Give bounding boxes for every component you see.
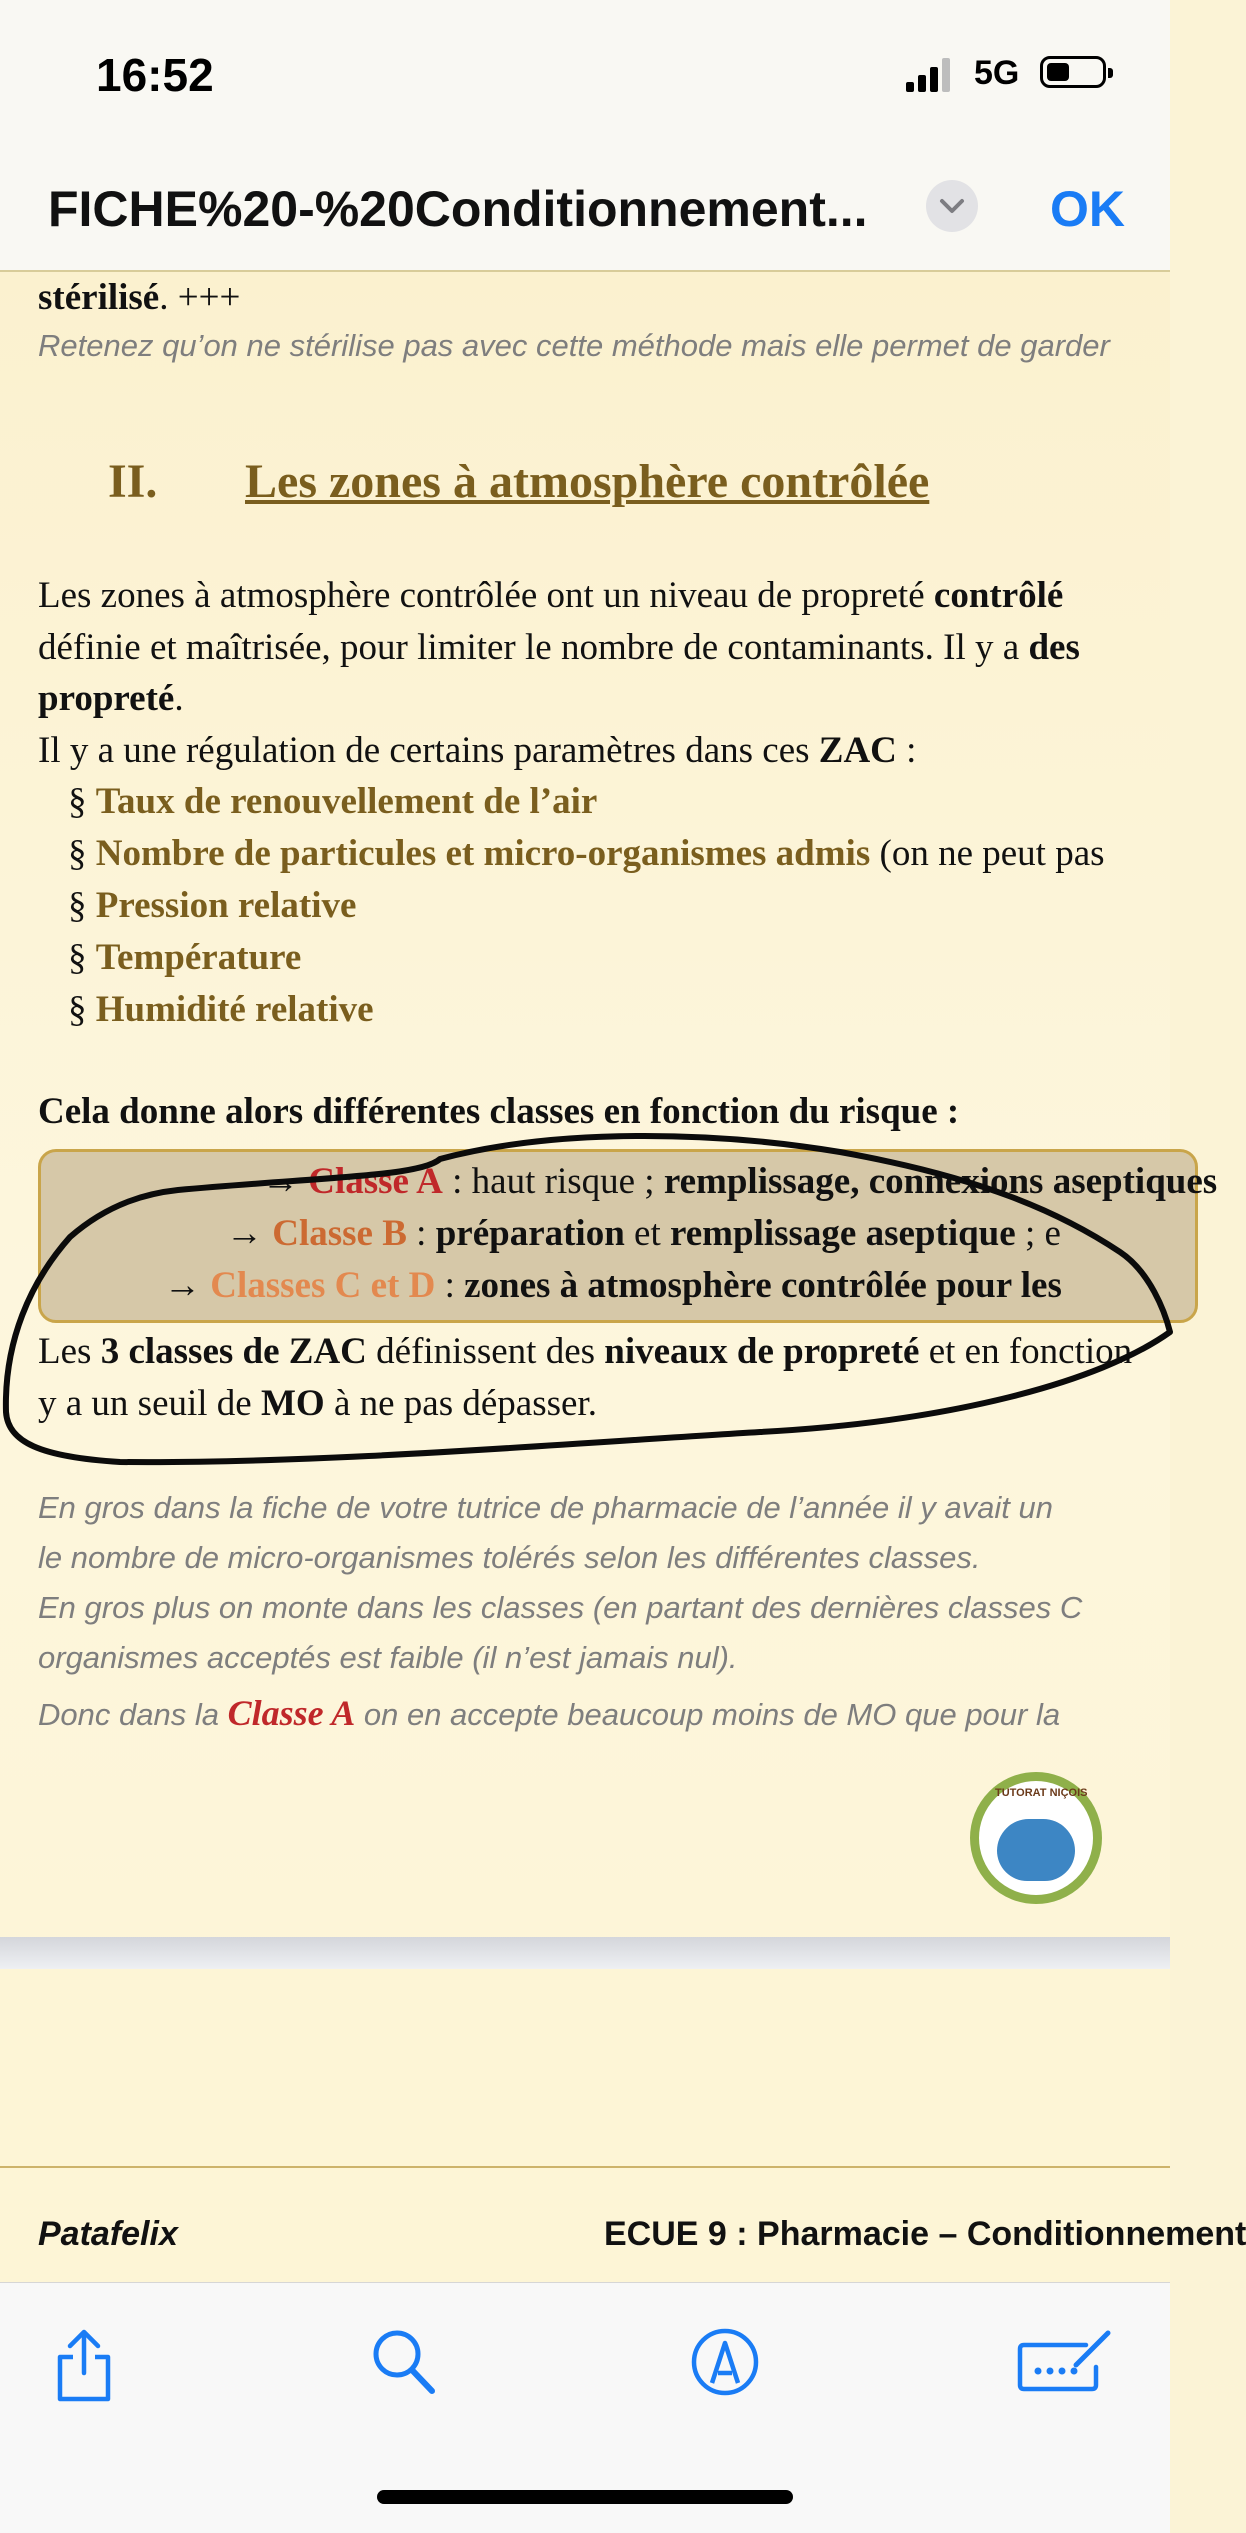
ok-button[interactable]: OK (1050, 181, 1125, 237)
page-gap (0, 1937, 1170, 1969)
battery-icon (1040, 56, 1106, 88)
bullet-item: § Pression relative (68, 885, 357, 926)
title-menu-button[interactable] (926, 180, 978, 232)
status-bar (0, 0, 1170, 150)
paragraph-line: définie et maîtrisée, pour limiter le nombre de contaminants. Il y a des (38, 627, 1080, 668)
bullet-item: § Taux de renouvellement de l’air (68, 781, 598, 822)
paragraph-line: Les 3 classes de ZAC définissent des niveaux de propreté et en fonction (38, 1331, 1133, 1372)
tutorat-logo: TUTORAT NIÇOIS (970, 1772, 1102, 1904)
edit-icon[interactable] (1016, 2327, 1114, 2397)
italic-note: En gros dans la fiche de votre tutrice de pharmacie de l’année il y avait un (38, 1490, 1053, 1525)
search-icon[interactable] (370, 2327, 436, 2397)
paragraph-line: Les zones à atmosphère contrôlée ont un niveau de propreté contrôlé (38, 575, 1064, 616)
text-line: stérilisé. +++ (38, 277, 241, 318)
class-b-line: → Classe B : préparation et remplissage aseptique ; e (226, 1213, 1061, 1254)
section-number: II. (108, 455, 158, 508)
network-type: 5G (974, 54, 1020, 92)
section-title: Les zones à atmosphère contrôlée (245, 455, 930, 508)
bullet-item: § Humidité relative (68, 989, 374, 1030)
footer-rule (0, 2166, 1170, 2168)
bullet-item: § Nombre de particules et micro-organismes admis (on ne peut pas (68, 833, 1105, 874)
markup-icon[interactable] (690, 2327, 760, 2397)
class-cd-line: → Classes C et D : zones à atmosphère contrôlée pour les (164, 1265, 1062, 1306)
italic-note: organismes acceptés est faible (il n’est jamais nul). (38, 1640, 738, 1675)
chevron-down-icon (939, 196, 965, 216)
document-nav-bar (0, 150, 1170, 272)
status-time: 16:52 (96, 49, 214, 101)
paragraph-line: propreté. (38, 678, 184, 719)
italic-note: Retenez qu’on ne stérilise pas avec cette méthode mais elle permet de garder (38, 328, 1110, 363)
class-a-line: → Classe A : haut risque ; remplissage, connexions aseptiques (262, 1161, 1218, 1202)
share-icon[interactable] (52, 2327, 116, 2403)
signal-icon (906, 58, 950, 92)
italic-note: En gros plus on monte dans les classes (en partant des dernières classes C (38, 1590, 1083, 1625)
paragraph-line: y a un seuil de MO à ne pas dépasser. (38, 1383, 597, 1424)
classes-heading: Cela donne alors différentes classes en fonction du risque : (38, 1091, 960, 1132)
bullet-item: § Température (68, 937, 302, 978)
footer-course: ECUE 9 : Pharmacie – Conditionnement (604, 2215, 1246, 2253)
document-title[interactable]: FICHE%20-%20Conditionnement... (48, 181, 868, 237)
footer-author: Patafelix (38, 2215, 178, 2253)
paragraph-line: Il y a une régulation de certains paramètres dans ces ZAC : (38, 730, 917, 771)
italic-note: le nombre de micro-organismes tolérés selon les différentes classes. (38, 1540, 981, 1575)
pdf-page[interactable] (0, 272, 1218, 1950)
italic-note: Donc dans la Classe A on en accepte beaucoup moins de MO que pour la (38, 1693, 1061, 1733)
home-indicator[interactable] (377, 2490, 793, 2504)
